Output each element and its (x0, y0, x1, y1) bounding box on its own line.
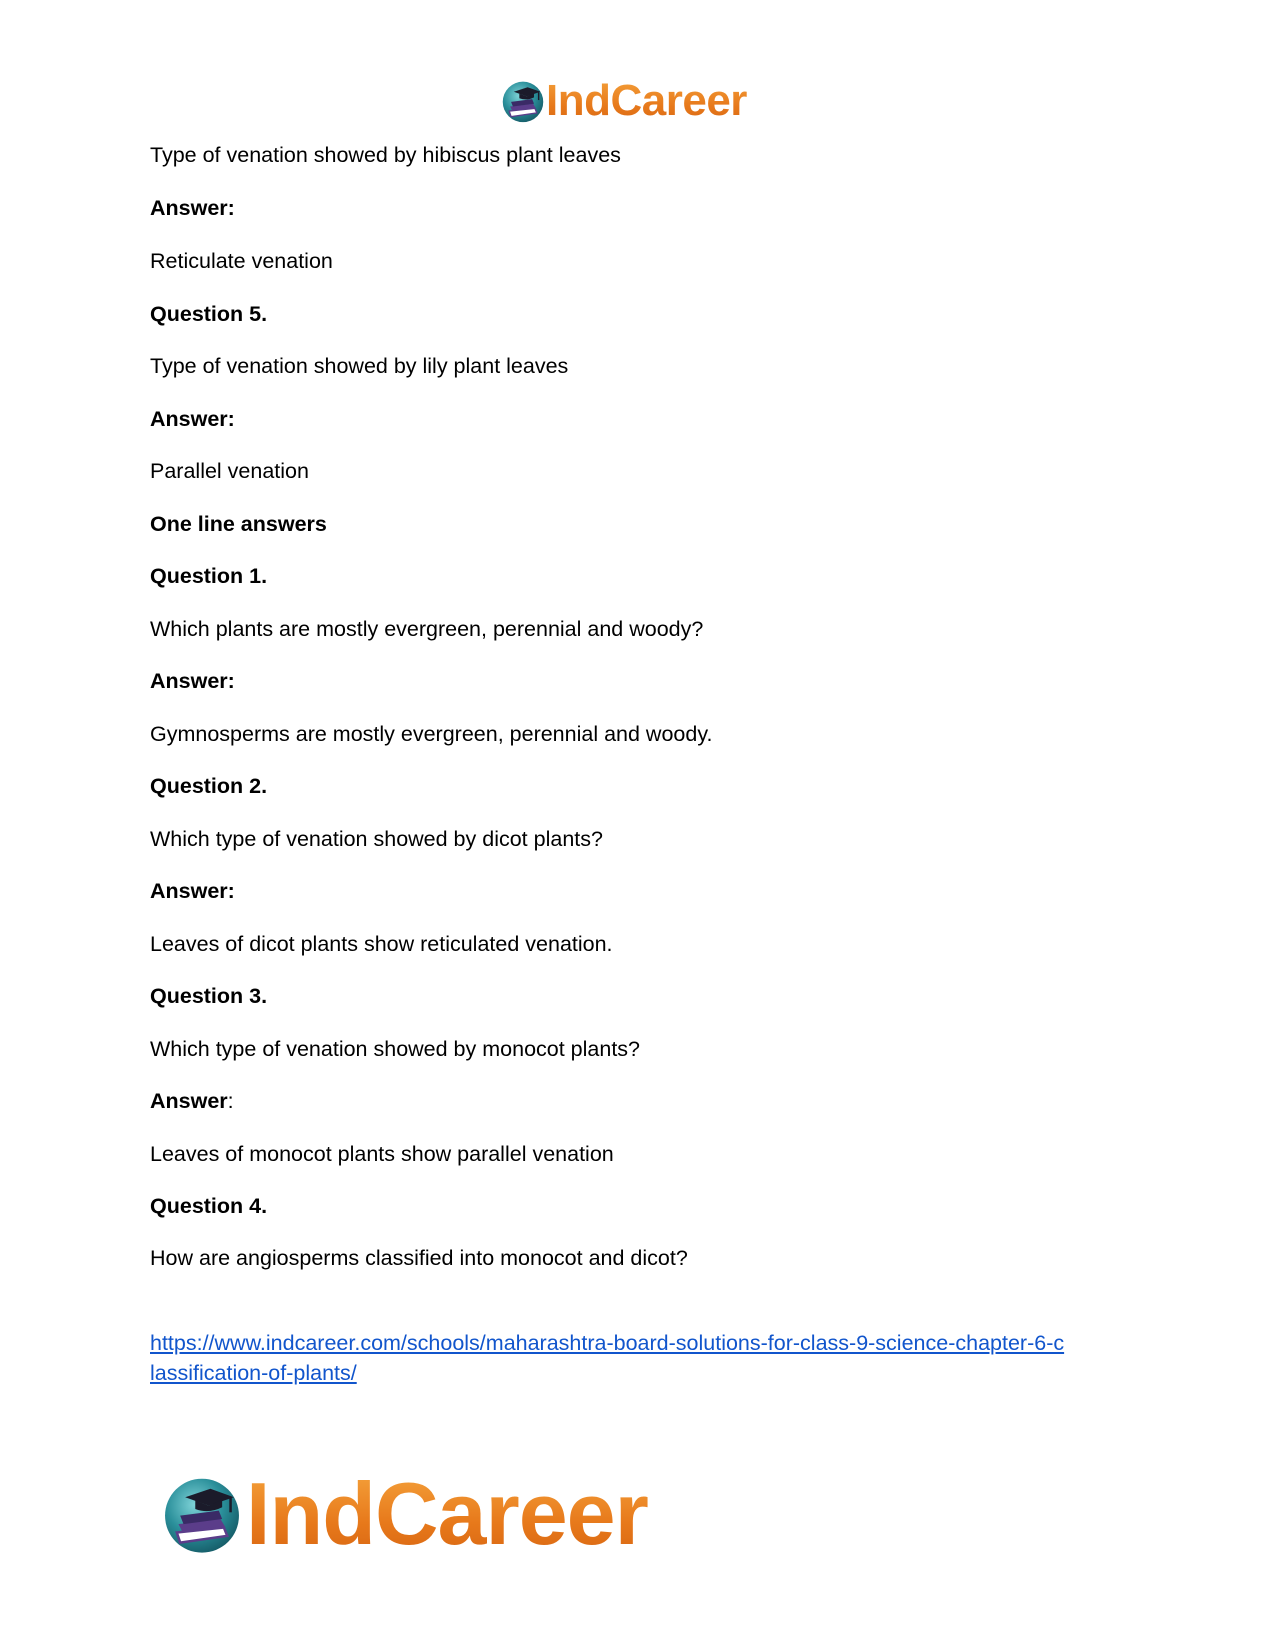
footer-logo-wordmark: IndCareer (246, 1464, 648, 1563)
footer-logo (160, 1464, 648, 1563)
question-text: How are angiosperms classified into monocot and dicot? (150, 1246, 688, 1270)
header-logo (500, 76, 747, 126)
graduation-cap-globe-books-icon (500, 78, 546, 124)
answer-label-row (150, 1087, 234, 1115)
answer-label: Answer: (150, 407, 235, 431)
question-label: Question 5. (150, 302, 268, 326)
graduation-cap-globe-books-icon (160, 1472, 244, 1556)
question-text: Type of venation showed by hibiscus plant leaves (150, 143, 621, 167)
question-label: Question 4. (150, 1194, 268, 1218)
question-text: Which type of venation showed by monocot plants? (150, 1037, 641, 1061)
answer-label: Answer: (150, 669, 235, 693)
source-link-line1[interactable]: https://www.indcareer.com/schools/maharashtra-board-solutions-for-class-9-science-chapter-6-c (150, 1331, 1065, 1355)
answer-text: Reticulate venation (150, 249, 333, 273)
section-heading: One line answers (150, 512, 327, 536)
answer-text: Gymnosperms are mostly evergreen, perennial and woody. (150, 722, 713, 746)
answer-label-colon: : (227, 1089, 234, 1113)
question-label: Question 1. (150, 564, 268, 588)
header-logo-wordmark: IndCareer (546, 76, 747, 125)
answer-text: Parallel venation (150, 459, 309, 483)
question-text: Type of venation showed by lily plant leaves (150, 354, 569, 378)
answer-label: Answer: (150, 879, 235, 903)
question-text: Which plants are mostly evergreen, perennial and woody? (150, 617, 704, 641)
question-text: Which type of venation showed by dicot plants? (150, 827, 603, 851)
answer-label: Answer (150, 1089, 228, 1113)
question-label: Question 2. (150, 774, 268, 798)
question-label: Question 3. (150, 984, 268, 1008)
answer-text: Leaves of dicot plants show reticulated venation. (150, 932, 613, 956)
source-link-line2[interactable]: lassification-of-plants/ (150, 1361, 357, 1385)
answer-text: Leaves of monocot plants show parallel venation (150, 1142, 614, 1166)
answer-label: Answer: (150, 196, 235, 220)
